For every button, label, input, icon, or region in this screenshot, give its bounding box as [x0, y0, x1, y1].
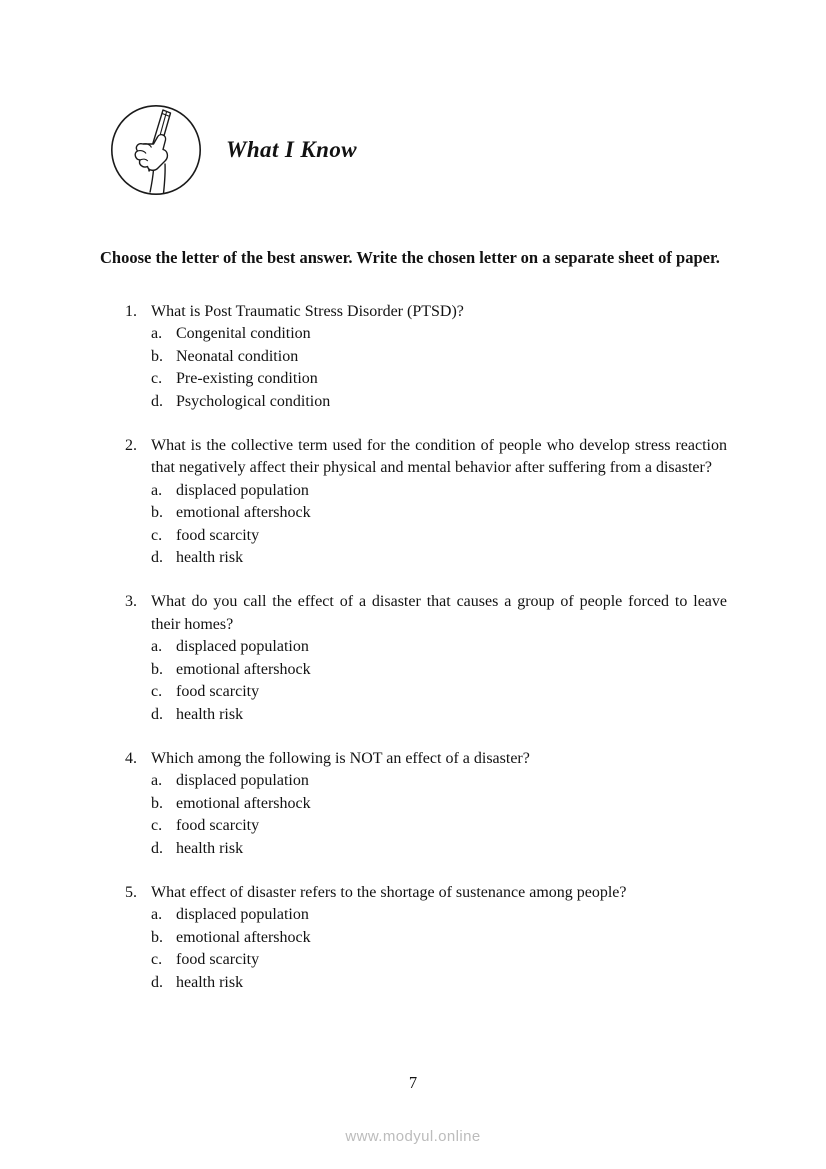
choice-item: [151, 815, 727, 837]
choice-text: displaced population: [176, 906, 309, 924]
question-item: [125, 435, 727, 569]
choice-letter: d.: [151, 392, 163, 410]
choice-letter: b.: [151, 928, 163, 946]
choice-item: [151, 391, 727, 413]
hand-writing-icon: [110, 104, 202, 196]
choice-text: emotional aftershock: [176, 660, 311, 678]
choice-letter: d.: [151, 705, 163, 723]
choice-item: [151, 480, 727, 502]
choice-letter: d.: [151, 839, 163, 857]
choice-letter: c.: [151, 526, 163, 544]
choice-letter: b.: [151, 794, 163, 812]
choice-text: food scarcity: [176, 951, 260, 969]
question-row: [125, 748, 727, 770]
choice-text: emotional aftershock: [176, 794, 311, 812]
question-item: [125, 882, 727, 994]
choice-text: Congenital condition: [176, 325, 311, 343]
instruction-text: Choose the letter of the best answer. Write the chosen letter on a separate sheet of paper.: [100, 248, 720, 267]
choice-text: displaced population: [176, 638, 309, 656]
choices-list: [151, 636, 727, 726]
choice-letter: b.: [151, 504, 163, 522]
page-content: [100, 0, 727, 1016]
question-row: [125, 591, 727, 636]
choice-item: [151, 547, 727, 569]
section-title: What I Know: [226, 137, 357, 162]
choice-text: displaced population: [176, 772, 309, 790]
choice-item: [151, 368, 727, 390]
choice-item: [151, 346, 727, 368]
choice-letter: c.: [151, 683, 163, 701]
choice-item: [151, 770, 727, 792]
questions-list: [100, 301, 727, 994]
question-text: Which among the following is NOT an effect of a disaster?: [151, 749, 530, 767]
choice-text: food scarcity: [176, 817, 260, 835]
choices-list: [151, 323, 727, 413]
question-number: 3.: [125, 593, 137, 611]
choice-item: [151, 949, 727, 971]
choice-text: emotional aftershock: [176, 928, 311, 946]
choice-letter: c.: [151, 951, 163, 969]
question-number: 5.: [125, 883, 137, 901]
choice-item: [151, 793, 727, 815]
choice-text: Neonatal condition: [176, 347, 299, 365]
choice-item: [151, 659, 727, 681]
choice-text: health risk: [176, 839, 244, 857]
choice-letter: a.: [151, 638, 163, 656]
question-number: 4.: [125, 749, 137, 767]
question-text: What is Post Traumatic Stress Disorder (PTSD)?: [151, 303, 464, 320]
choice-item: [151, 636, 727, 658]
choice-item: [151, 838, 727, 860]
question-number: 1.: [125, 303, 137, 320]
choice-item: [151, 972, 727, 994]
question-number: 2.: [125, 437, 137, 455]
choice-letter: b.: [151, 347, 163, 365]
question-text: What do you call the effect of a disaster that causes a group of people forced to leave their homes?: [151, 593, 727, 633]
choice-item: [151, 525, 727, 547]
choice-text: displaced population: [176, 481, 309, 499]
choice-letter: b.: [151, 660, 163, 678]
choice-letter: a.: [151, 481, 163, 499]
choice-text: health risk: [176, 549, 244, 567]
watermark-text: www.modyul.online: [345, 1128, 481, 1145]
choices-list: [151, 480, 727, 570]
question-row: [125, 882, 727, 904]
question-text: What effect of disaster refers to the shortage of sustenance among people?: [151, 883, 627, 901]
choice-item: [151, 502, 727, 524]
choice-item: [151, 704, 727, 726]
choice-item: [151, 927, 727, 949]
choice-text: Pre-existing condition: [176, 370, 318, 388]
question-item: [125, 301, 727, 413]
choice-letter: c.: [151, 370, 163, 388]
choice-letter: c.: [151, 817, 163, 835]
choice-text: emotional aftershock: [176, 504, 311, 522]
question-text: What is the collective term used for the condition of people who develop stress reaction that negatively affect their physical and mental behavior after suffering from a disaster?: [151, 437, 727, 477]
choice-letter: a.: [151, 906, 163, 924]
choice-text: health risk: [176, 973, 244, 991]
page-number: 7: [408, 1073, 418, 1092]
choice-text: food scarcity: [176, 683, 260, 701]
choice-text: Psychological condition: [176, 392, 331, 410]
choice-text: health risk: [176, 705, 244, 723]
choice-item: [151, 681, 727, 703]
question-item: [125, 591, 727, 725]
choice-text: food scarcity: [176, 526, 260, 544]
choice-letter: a.: [151, 325, 163, 343]
section-header: [110, 104, 727, 196]
choice-letter: a.: [151, 772, 163, 790]
question-item: [125, 748, 727, 860]
question-row: [125, 301, 727, 323]
choice-item: [151, 904, 727, 926]
choice-letter: d.: [151, 549, 163, 567]
choices-list: [151, 770, 727, 860]
choice-item: [151, 323, 727, 345]
question-row: [125, 435, 727, 480]
choice-letter: d.: [151, 973, 163, 991]
choices-list: [151, 904, 727, 994]
